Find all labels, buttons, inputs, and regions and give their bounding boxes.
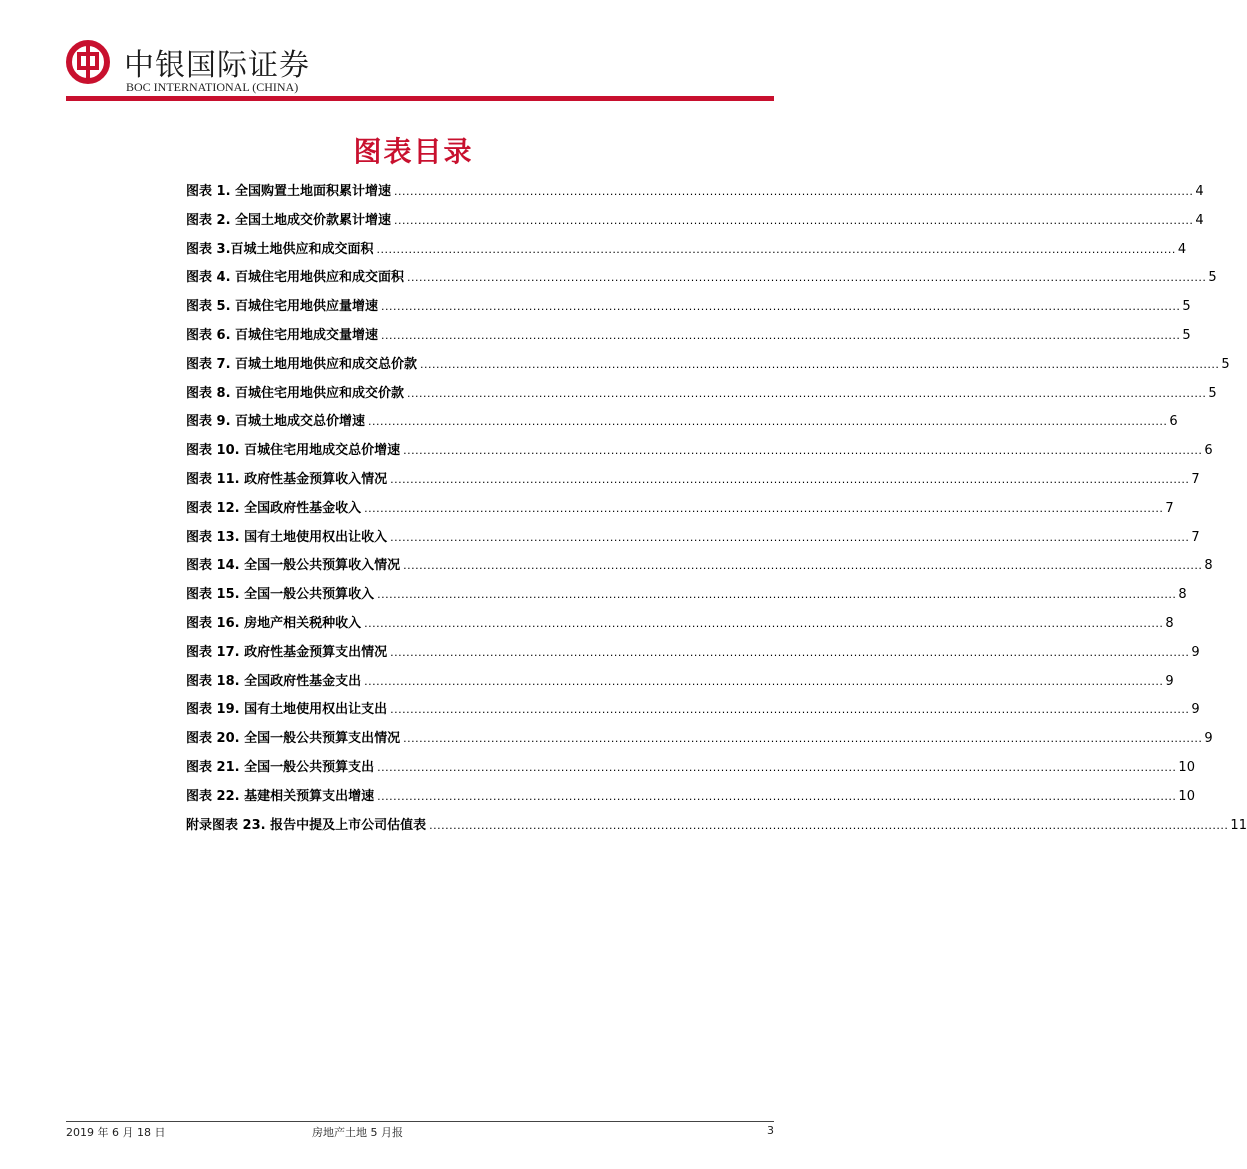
toc-leader-dots: ........................................................................................................................................................................................................: [390, 645, 1190, 659]
page-header: [66, 40, 776, 104]
toc-leader-dots: ........................................................................................................................................................................................................: [364, 616, 1164, 630]
footer-report-title: 房地产土地 5 月报: [312, 1126, 403, 1139]
toc-entry-page: 7: [1191, 529, 1200, 545]
toc-entry-page: 5: [1182, 299, 1191, 315]
toc-entry[interactable]: [186, 324, 1191, 353]
toc-entry-page: 5: [1221, 356, 1230, 372]
toc-leader-dots: ........................................................................................................................................................................................................: [390, 703, 1190, 717]
toc-entry-label: 图表 14. 全国一般公共预算收入情况: [186, 558, 401, 574]
toc-leader-dots: ........................................................................................................................................................................................................: [381, 300, 1181, 314]
toc-entry[interactable]: [186, 382, 1217, 411]
toc-entry-label: 图表 9. 百城土地成交总价增速: [186, 414, 366, 430]
toc-entry-label: 图表 11. 政府性基金预算收入情况: [186, 471, 388, 487]
toc-entry[interactable]: [186, 727, 1213, 756]
toc-entry-label: 图表 13. 国有土地使用权出让收入: [186, 529, 388, 545]
boc-logo-icon: [66, 40, 110, 84]
toc-entry[interactable]: [186, 814, 1247, 843]
footer-date: 2019 年 6 月 18 日: [66, 1126, 166, 1139]
toc-entry[interactable]: [186, 554, 1213, 583]
toc-leader-dots: ........................................................................................................................................................................................................: [429, 818, 1229, 832]
toc-entry-label: 图表 10. 百城住宅用地成交总价增速: [186, 443, 401, 459]
toc-entry-page: 4: [1195, 212, 1204, 228]
toc-entry[interactable]: [186, 266, 1217, 295]
toc-entry-label: 图表 16. 房地产相关税种收入: [186, 615, 362, 631]
toc-entry[interactable]: [186, 756, 1195, 785]
toc-entry[interactable]: [186, 410, 1178, 439]
toc-entry[interactable]: [186, 641, 1200, 670]
toc-leader-dots: ........................................................................................................................................................................................................: [394, 185, 1194, 198]
toc-entry-page: 10: [1178, 788, 1195, 804]
toc-entry-page: 9: [1191, 702, 1200, 718]
toc-entry[interactable]: [186, 180, 1204, 209]
toc-leader-dots: ........................................................................................................................................................................................................: [420, 357, 1220, 371]
toc-entry-label: 图表 5. 百城住宅用地供应量增速: [186, 299, 379, 315]
toc-entry[interactable]: [186, 497, 1174, 526]
toc-leader-dots: ........................................................................................................................................................................................................: [364, 501, 1164, 515]
brand-name-en: BOC INTERNATIONAL (CHINA): [126, 80, 299, 94]
toc-entry[interactable]: [186, 295, 1191, 324]
toc-entry-label: 附录图表 23. 报告中提及上市公司估值表: [186, 817, 427, 833]
toc-entry[interactable]: [186, 612, 1174, 641]
toc-entry[interactable]: [186, 670, 1174, 699]
toc-entry-label: 图表 20. 全国一般公共预算支出情况: [186, 731, 401, 747]
brand-name-cn: 中银国际证券: [124, 48, 310, 83]
toc-leader-dots: ........................................................................................................................................................................................................: [403, 444, 1203, 458]
toc-entry[interactable]: [186, 238, 1187, 267]
table-of-figures: [186, 180, 1247, 842]
toc-leader-dots: ........................................................................................................................................................................................................: [394, 213, 1194, 227]
header-divider: [66, 96, 774, 101]
toc-entry[interactable]: [186, 439, 1213, 468]
toc-entry-label: 图表 1. 全国购置土地面积累计增速: [186, 184, 392, 199]
toc-leader-dots: ........................................................................................................................................................................................................: [407, 271, 1207, 285]
toc-leader-dots: ........................................................................................................................................................................................................: [403, 559, 1203, 573]
page-title: 图表目录: [353, 135, 474, 168]
footer-divider: [66, 1121, 774, 1122]
toc-entry-label: 图表 7. 百城土地用地供应和成交总价款: [186, 356, 418, 372]
toc-entry-page: 8: [1204, 558, 1213, 574]
toc-entry[interactable]: [186, 353, 1230, 382]
toc-entry[interactable]: [186, 698, 1200, 727]
toc-entry-page: 8: [1178, 587, 1187, 603]
toc-leader-dots: ........................................................................................................................................................................................................: [368, 415, 1168, 429]
toc-entry[interactable]: [186, 583, 1187, 612]
toc-entry-page: 6: [1169, 414, 1178, 430]
toc-entry-page: 5: [1208, 270, 1217, 286]
toc-entry-label: 图表 18. 全国政府性基金支出: [186, 673, 362, 689]
toc-leader-dots: ........................................................................................................................................................................................................: [390, 472, 1190, 486]
toc-entry-page: 4: [1177, 241, 1187, 257]
toc-entry-label: 图表 3.百城土地供应和成交面积: [186, 241, 374, 257]
toc-entry-page: 8: [1165, 615, 1174, 631]
toc-leader-dots: ........................................................................................................................................................................................................: [390, 530, 1190, 544]
toc-entry[interactable]: [186, 526, 1200, 555]
toc-leader-dots: ........................................................................................................................................................................................................: [376, 242, 1176, 256]
footer-page-number: 3: [767, 1124, 774, 1137]
toc-leader-dots: ........................................................................................................................................................................................................: [377, 760, 1177, 774]
toc-entry-page: 4: [1195, 184, 1204, 199]
toc-entry[interactable]: [186, 785, 1195, 814]
toc-entry[interactable]: [186, 468, 1200, 497]
toc-entry-label: 图表 2. 全国土地成交价款累计增速: [186, 212, 392, 228]
toc-entry-page: 7: [1165, 500, 1174, 516]
toc-entry-page: 11: [1230, 817, 1247, 833]
toc-entry-page: 7: [1191, 471, 1200, 487]
toc-leader-dots: ........................................................................................................................................................................................................: [381, 328, 1181, 342]
toc-leader-dots: ........................................................................................................................................................................................................: [377, 588, 1177, 602]
toc-entry-page: 10: [1178, 759, 1195, 775]
toc-entry-page: 9: [1165, 673, 1174, 689]
toc-entry-label: 图表 8. 百城住宅用地供应和成交价款: [186, 385, 405, 401]
toc-entry-label: 图表 22. 基建相关预算支出增速: [186, 788, 375, 804]
toc-entry-label: 图表 21. 全国一般公共预算支出: [186, 759, 375, 775]
toc-entry-label: 图表 12. 全国政府性基金收入: [186, 500, 362, 516]
toc-leader-dots: ........................................................................................................................................................................................................: [403, 732, 1203, 746]
toc-entry[interactable]: [186, 209, 1204, 238]
toc-entry-label: 图表 17. 政府性基金预算支出情况: [186, 644, 388, 660]
toc-entry-label: 图表 4. 百城住宅用地供应和成交面积: [186, 270, 405, 286]
toc-entry-page: 6: [1204, 443, 1213, 459]
toc-entry-label: 图表 19. 国有土地使用权出让支出: [186, 702, 388, 718]
toc-entry-page: 5: [1208, 385, 1217, 401]
toc-entry-page: 9: [1191, 644, 1200, 660]
toc-entry-label: 图表 6. 百城住宅用地成交量增速: [186, 327, 379, 343]
toc-leader-dots: ........................................................................................................................................................................................................: [377, 789, 1177, 803]
toc-entry-page: 5: [1182, 327, 1191, 343]
toc-entry-page: 9: [1204, 731, 1213, 747]
toc-entry-label: 图表 15. 全国一般公共预算收入: [186, 587, 375, 603]
toc-leader-dots: ........................................................................................................................................................................................................: [364, 674, 1164, 688]
toc-leader-dots: ........................................................................................................................................................................................................: [407, 386, 1207, 400]
